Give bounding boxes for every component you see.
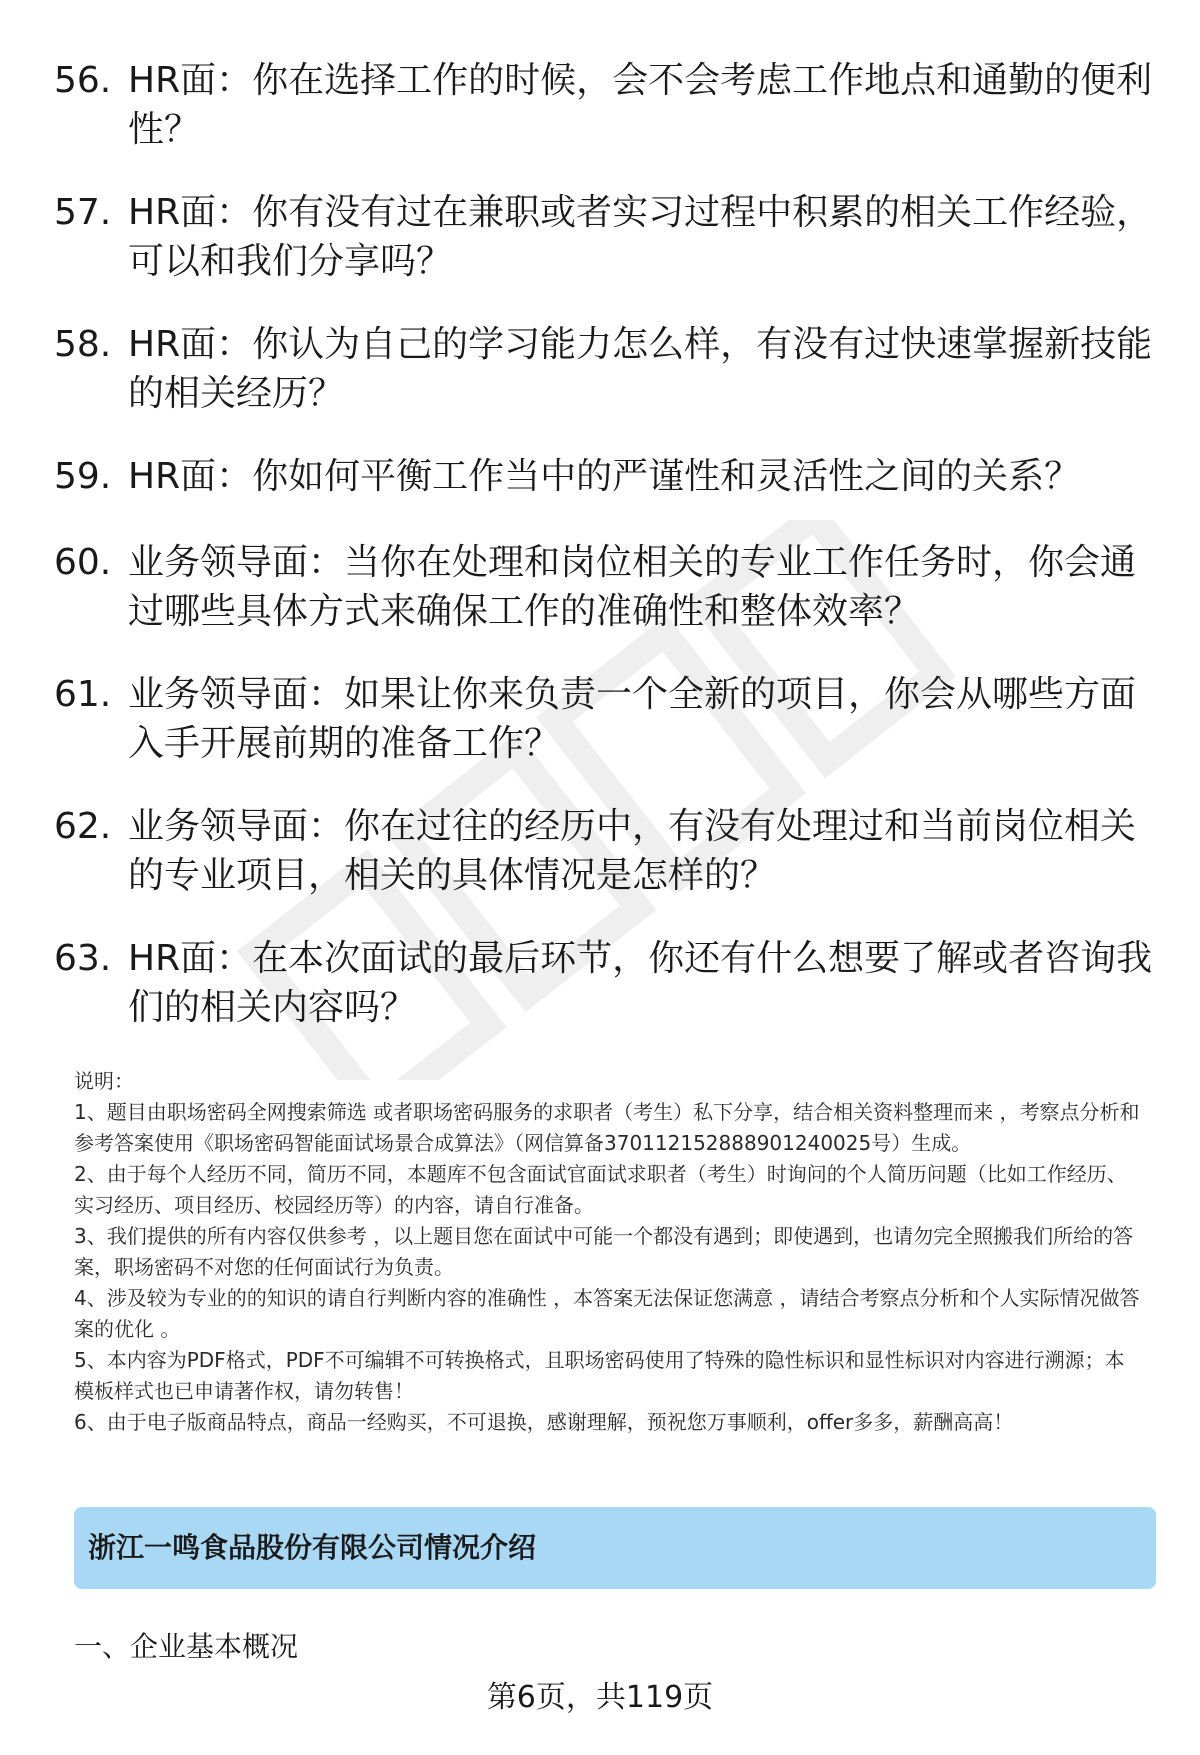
question-text: HR面：你认为自己的学习能力怎么样，有没有过快速掌握新技能的相关经历？ [128,324,1153,414]
disclaimer-notes [74,1066,1144,1438]
question-number: 60. [54,542,112,583]
note-item: 3、我们提供的所有内容仅供参考 ，以上题目您在面试中可能一个都没有遇到；即使遇到，也请勿完全照搬我们所给的答案，职场密码不对您的任何面试行为负责。 [74,1224,1134,1279]
company-intro-banner [74,1507,1156,1589]
question-text: HR面：你如何平衡工作当中的严谨性和灵活性之间的关系？ [128,456,1081,497]
company-intro-title: 浙江一鸣食品股份有限公司情况介绍 [88,1531,537,1564]
question-number: 61. [54,674,112,715]
question-text: 业务领导面：你在过往的经历中，有没有处理过和当前岗位相关的专业项目，相关的具体情况是怎样的？ [128,806,1137,896]
note-item: 6、由于电子版商品特点，商品一经购买，不可退换，感谢理解，预祝您万事顺利，offer多多，薪酬高高！ [74,1410,1014,1434]
question-text: 业务领导面：当你在处理和岗位相关的专业工作任务时，你会通过哪些具体方式来确保工作的准确性和整体效率？ [128,542,1137,632]
question-text: HR面：在本次面试的最后环节，你还有什么想要了解或者咨询我们的相关内容吗？ [128,938,1153,1028]
question-number: 57. [54,192,112,233]
question-number: 56. [54,60,112,101]
note-item: 5、本内容为PDF格式，PDF不可编辑不可转换格式，且职场密码使用了特殊的隐性标识和显性标识对内容进行溯源；本模板样式也已申请著作权，请勿转售！ [74,1348,1125,1403]
note-item: 4、涉及较为专业的的知识的请自行判断内容的准确性 ，本答案无法保证您满意 ，请结合考察点分析和个人实际情况做答案的优化 。 [74,1286,1140,1341]
question-number: 59. [54,456,112,497]
question-number: 58. [54,324,112,365]
question-number: 62. [54,806,112,847]
question-number: 63. [54,938,112,979]
question-text: 业务领导面：如果让你来负责一个全新的项目，你会从哪些方面入手开展前期的准备工作？ [128,674,1137,764]
question-text: HR面：你在选择工作的时候，会不会考虑工作地点和通勤的便利性？ [128,60,1153,150]
page-number: 第6页，共119页 [486,1680,714,1715]
question-text: HR面：你有没有过在兼职或者实习过程中积累的相关工作经验，可以和我们分享吗？ [128,192,1153,282]
section-heading: 一、企业基本概况 [74,1630,299,1663]
note-item: 2、由于每个人经历不同，简历不同，本题库不包含面试官面试求职者（考生）时询问的个人简历问题（比如工作经历、实习经历、项目经历、校园经历等）的内容，请自行准备。 [74,1162,1127,1217]
note-item: 1、题目由职场密码全网搜索筛选 或者职场密码服务的求职者（考生）私下分享，结合相关资料整理而来 ，考察点分析和参考答案使用《职场密码智能面试场景合成算法》（网信算备370112152888901240025号）生成。 [74,1100,1140,1155]
notes-heading: 说明： [74,1069,134,1093]
